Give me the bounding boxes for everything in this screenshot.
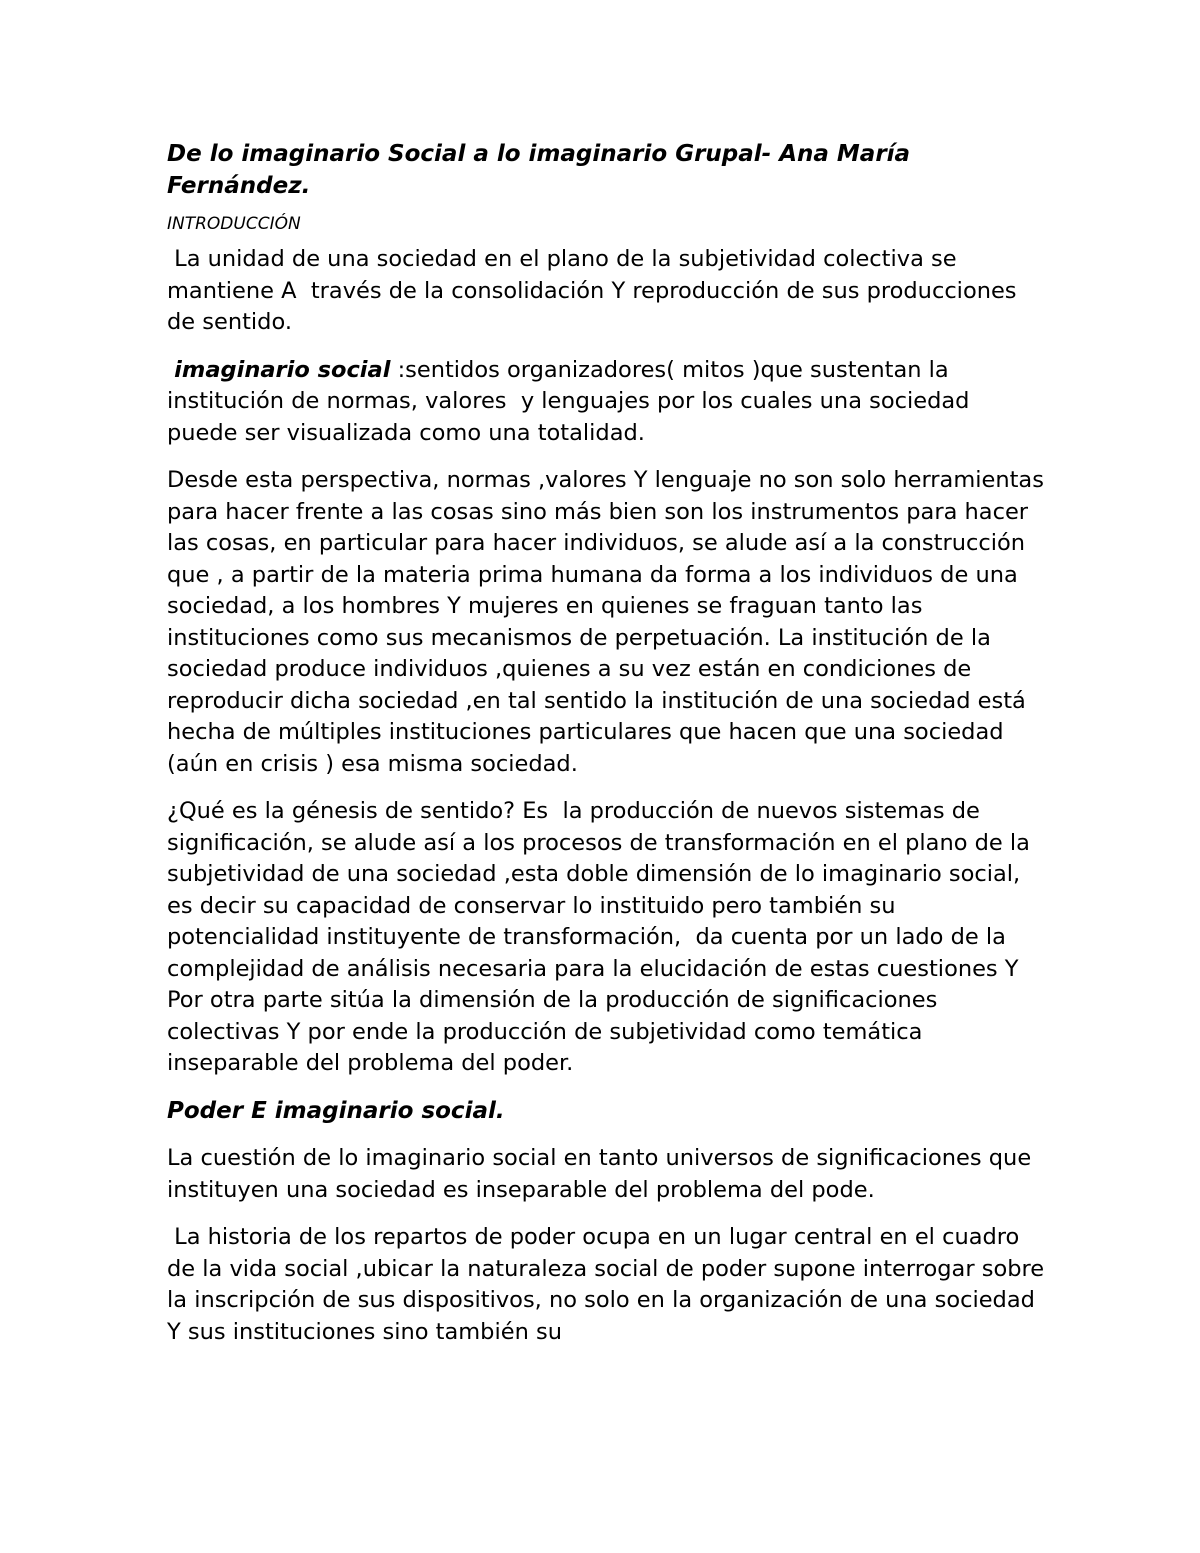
section-heading-introduccion: INTRODUCCIÓN: [167, 214, 301, 234]
paragraph-perspectiva: Desde esta perspectiva, normas ,valores Y lenguaje no son solo herramientas para hacer frente a las cosas sino más bien son los instrumentos para hacer las cosas, en particular para hacer individuos, se alude así a la construcción que , a partir de la materia prima humana da forma a los individuos de una sociedad, a los hombres Y mujeres en quienes se fraguan tanto las instituciones como sus mecanismos de perpetuación. La institución de la sociedad produce individuos ,quienes a su vez están en condiciones de reproducir dicha sociedad ,en tal sentido la institución de una sociedad está hecha de múltiples instituciones particulares que hacen que una sociedad (aún en crisis ) esa misma sociedad.: [167, 467, 1044, 777]
paragraph-genesis: ¿Qué es la génesis de sentido? Es la producción de nuevos sistemas de significación, se alude así a los procesos de transformación en el plano de la subjetividad de una sociedad ,esta doble dimensión de lo imaginario social, es decir su capacidad de conservar lo instituido pero también su potencialidad instituyente de transformación, da cuenta por un lado de la complejidad de análisis necesaria para la elucidación de estas cuestiones Y Por otra parte sitúa la dimensión de la producción de significaciones colectivas Y por ende la producción de subjetividad como temática inseparable del problema del poder.: [167, 798, 1038, 1076]
paragraph-imaginario-social-text: :sentidos organizadores( mitos )que sustentan la institución de normas, valores y lenguajes por los cuales una sociedad puede ser visualizada como una totalidad.: [167, 356, 977, 446]
document-body: [167, 139, 1052, 1364]
paragraph-historia: La historia de los repartos de poder ocupa en un lugar central en el cuadro de la vida social ,ubicar la naturaleza social de poder supone interrogar sobre la inscripción de sus dispositivos, no solo en la organización de una sociedad Y sus instituciones sino también su: [167, 1224, 1052, 1345]
section-heading-poder: Poder E imaginario social.: [167, 1097, 505, 1124]
paragraph-imaginario-social: [167, 355, 1047, 450]
term-imaginario-social: imaginario social: [174, 356, 391, 383]
document-title: De lo imaginario Social a lo imaginario Grupal- Ana María Fernández.: [167, 141, 911, 199]
paragraph-cuestion: La cuestión de lo imaginario social en tanto universos de significaciones que instituyen una sociedad es inseparable del problema del pode.: [167, 1145, 1032, 1203]
paragraph-unidad: La unidad de una sociedad en el plano de la subjetividad colectiva se mantiene A través de la consolidación Y reproducción de sus producciones de sentido.: [167, 246, 1024, 335]
